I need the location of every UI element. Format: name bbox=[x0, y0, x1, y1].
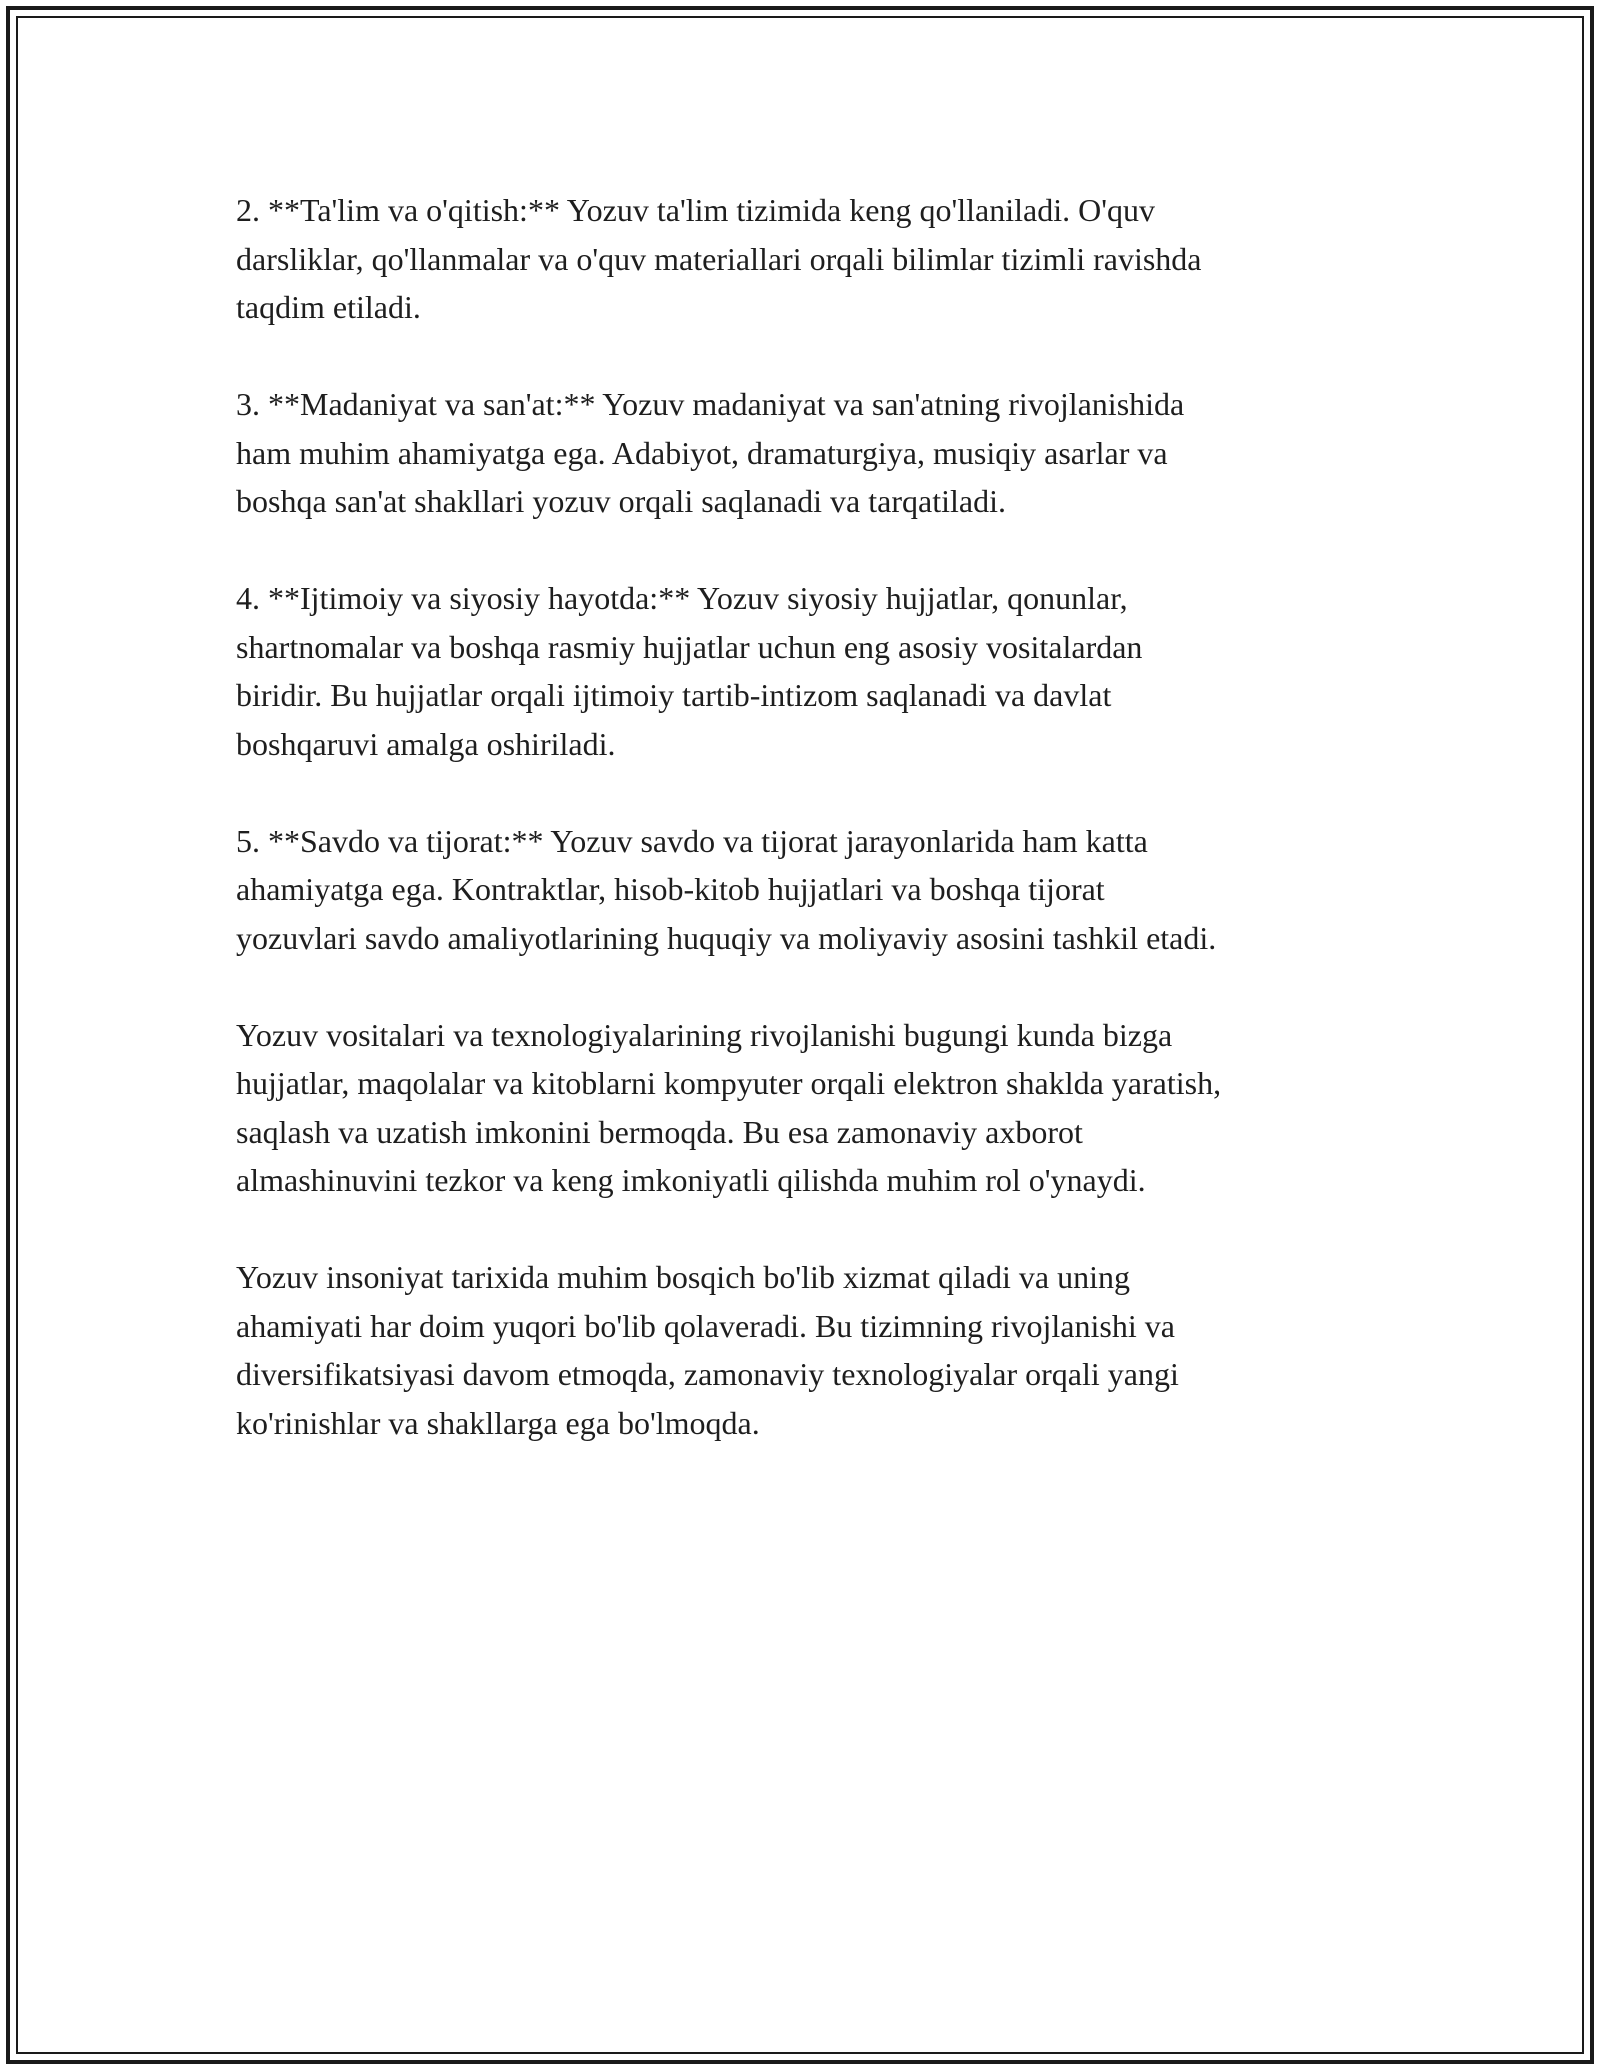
text-line: 3. **Madaniyat va san'at:** Yozuv madaniyat va san'atning rivojlanishida bbox=[236, 386, 1185, 422]
text-line: boshqa san'at shakllari yozuv orqali saqlanadi va tarqatiladi. bbox=[236, 483, 1006, 519]
text-line: saqlash va uzatish imkonini bermoqda. Bu esa zamonaviy axborot bbox=[236, 1113, 1083, 1150]
text-line: Yozuv insoniyat tarixida muhim bosqich bo'lib xizmat qiladi va uning bbox=[236, 1259, 1130, 1295]
text-line: 4. **Ijtimoiy va siyosiy hayotda:** Yozuv siyosiy hujjatlar, qonunlar, bbox=[236, 580, 1128, 616]
text-line: Yozuv vositalari va texnologiyalarining rivojlanishi bugungi kunda bizga bbox=[236, 1016, 1173, 1053]
paragraph-trade-commerce bbox=[236, 817, 1386, 963]
text-line: 5. **Savdo va tijorat:** Yozuv savdo va tijorat jarayonlarida ham katta bbox=[236, 822, 1148, 859]
paragraph-education bbox=[236, 186, 1386, 332]
document-body bbox=[236, 186, 1386, 1447]
text-line: ahamiyatga ega. Kontraktlar, hisob-kitob hujjatlari va boshqa tijorat bbox=[236, 871, 1105, 907]
text-line: boshqaruvi amalga oshiriladi. bbox=[236, 725, 616, 762]
text-line: ham muhim ahamiyatga ega. Adabiyot, dramaturgiya, musiqiy asarlar va bbox=[236, 434, 1168, 471]
paragraph-conclusion bbox=[236, 1253, 1386, 1447]
text-line: ahamiyati har doim yuqori bo'lib qolaveradi. Bu tizimning rivojlanishi va bbox=[236, 1307, 1175, 1344]
text-line: shartnomalar va boshqa rasmiy hujjatlar uchun eng asosiy vositalardan bbox=[236, 628, 1143, 665]
text-line: biridir. Bu hujjatlar orqali ijtimoiy tartib-intizom saqlanadi va davlat bbox=[236, 677, 1112, 713]
text-line: darsliklar, qo'llanmalar va o'quv materiallari orqali bilimlar tizimli ravishda bbox=[236, 240, 1202, 277]
text-line: diversifikatsiyasi davom etmoqda, zamonaviy texnologiyalar orqali yangi bbox=[236, 1356, 1179, 1392]
paragraph-social-political bbox=[236, 574, 1386, 768]
text-line: yozuvlari savdo amaliyotlarining huquqiy va moliyaviy asosini tashkil etadi. bbox=[236, 919, 1217, 956]
paragraph-writing-technology bbox=[236, 1011, 1386, 1205]
text-line: ko'rinishlar va shakllarga ega bo'lmoqda. bbox=[236, 1404, 760, 1441]
text-line: hujjatlar, maqolalar va kitoblarni kompyuter orqali elektron shaklda yaratish, bbox=[236, 1065, 1222, 1101]
text-line: taqdim etiladi. bbox=[236, 289, 421, 325]
text-line: almashinuvini tezkor va keng imkoniyatli qilishda muhim rol o'ynaydi. bbox=[236, 1162, 1146, 1198]
paragraph-culture-art bbox=[236, 380, 1386, 526]
text-line: 2. **Ta'lim va o'qitish:** Yozuv ta'lim tizimida keng qo'llaniladi. O'quv bbox=[236, 192, 1155, 228]
